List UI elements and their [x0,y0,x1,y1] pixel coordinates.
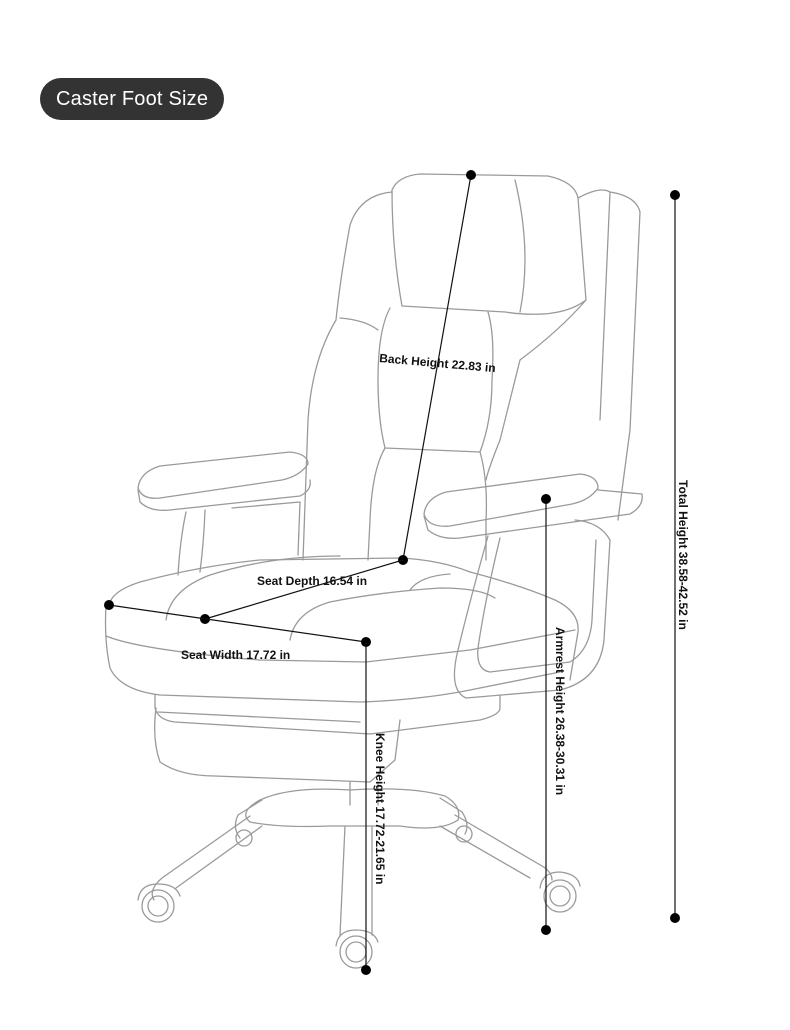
dimension-lines [104,170,680,975]
knee-height-line [361,642,371,975]
back-height-label: Back Height 22.83 in [378,351,497,376]
seat-width-line [104,600,371,647]
total-height-label: Total Height 38.58-42.52 in [676,480,690,630]
armrest-height-line [541,494,551,935]
seat-width-label: Seat Width 17.72 in [181,648,291,662]
armrest-height-label: Armrest Height 26.38-30.31 in [553,627,567,796]
knee-height-label: Knee Height 17.72-21.65 in [373,733,387,885]
seat-depth-label: Seat Depth 16.54 in [257,574,368,588]
page-title: Caster Foot Size [40,78,224,120]
